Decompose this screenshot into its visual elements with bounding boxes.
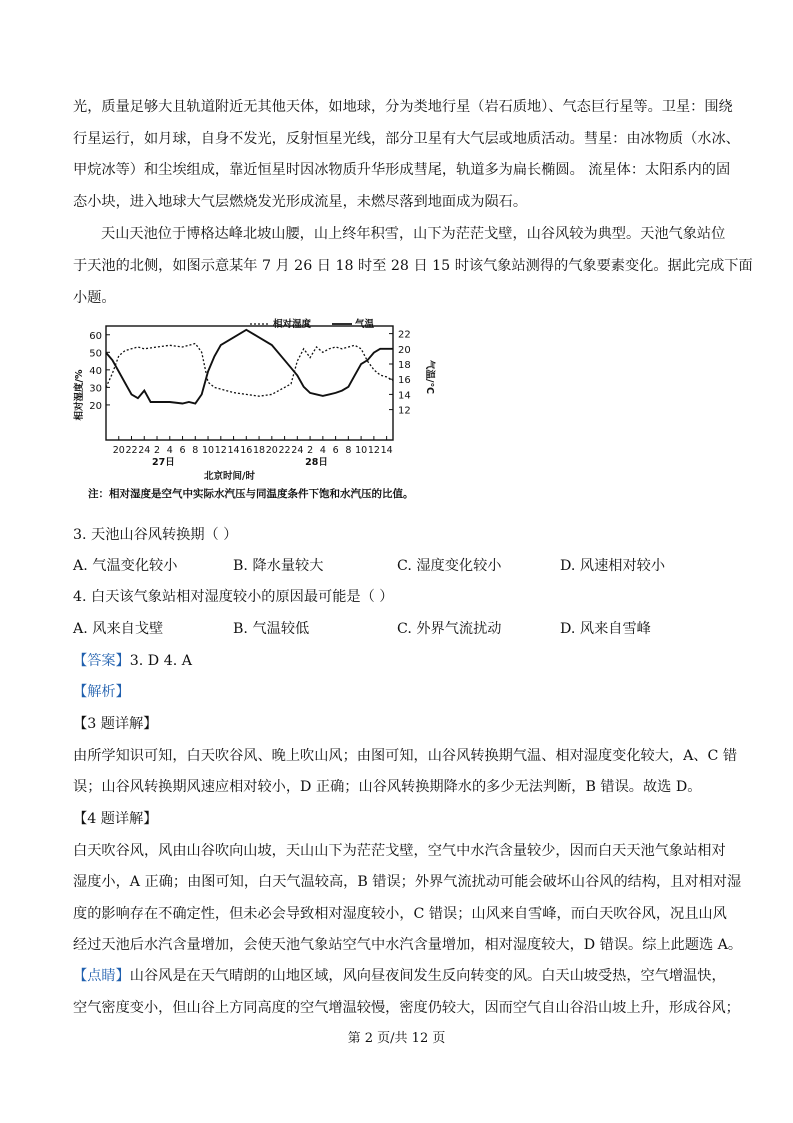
q3-heading: 【3 题详解】	[73, 716, 158, 732]
right-tick-label: 14	[398, 390, 411, 402]
right-tick-label: 22	[398, 329, 411, 341]
left-tick-label: 40	[89, 365, 102, 377]
x-tick-label: 2	[153, 445, 161, 456]
right-tick-label: 16	[398, 375, 411, 387]
x-tick-label: 20	[265, 445, 278, 456]
x-tick-label: 22	[125, 445, 138, 456]
right-tick-label: 12	[398, 405, 411, 417]
legend-humidity-label: 相对湿度	[273, 319, 312, 330]
q3-option-c[interactable]: C. 湿度变化较小	[397, 558, 502, 574]
x-tick-label: 4	[319, 445, 326, 456]
weather-chart	[70, 318, 470, 508]
q4-option-d[interactable]: D. 风来自雪峰	[560, 621, 651, 637]
q4-option-c[interactable]: C. 外界气流扰动	[397, 621, 502, 637]
x-tick-label: 20	[112, 445, 125, 456]
question-3-stem: 3. 天池山谷风转换期（ ）	[73, 527, 238, 543]
q4-line-1: 白天吹谷风，风由山谷吹向山坡，天山山下为茫茫戈壁，空气中水汽含量较少，因而白天天池气象站相对	[73, 843, 726, 859]
q3-option-a[interactable]: A. 气温变化较小	[73, 558, 178, 574]
q3-line-1: 由所学知识可知，白天吹谷风、晚上吹山风；由图可知，山谷风转换期气温、相对湿度变化较大，A、C 错	[73, 748, 738, 764]
x-tick-label: 10	[201, 445, 215, 456]
left-tick-label: 50	[89, 348, 102, 360]
right-tick-label: 20	[398, 344, 411, 356]
comment-line-1: 山谷风是在天气晴朗的山地区域，风向昼夜间发生反向转变的风。白天山坡受热，空气增温快，	[129, 968, 726, 984]
q3-option-b[interactable]: B. 降水量较大	[233, 558, 324, 574]
q4-option-b[interactable]: B. 气温较低	[233, 621, 310, 637]
left-tick-label: 60	[89, 330, 102, 342]
x-tick-label: 24	[291, 445, 304, 456]
x-day-label: 27日	[152, 457, 175, 468]
comment-row	[73, 965, 726, 985]
x-tick-label: 8	[345, 445, 352, 456]
x-axis-title: 北京时间/时	[204, 471, 255, 482]
x-tick-label: 18	[253, 445, 266, 456]
x-tick-label: 10	[355, 445, 368, 456]
x-tick-label: 12	[214, 445, 227, 456]
x-tick-label: 2	[307, 445, 314, 456]
intro-line-4: 态小块，进入地球大气层燃烧发光形成流星，未燃尽落到地面成为陨石。	[73, 194, 528, 210]
q4-line-3: 度的影响存在不确定性，但未必会导致相对湿度较小，C 错误；山风来自雪峰，而白天吹谷风，况且山风	[73, 906, 727, 922]
temperature-series-line	[106, 330, 393, 404]
x-tick-label: 8	[192, 445, 199, 456]
x-tick-label: 4	[166, 445, 173, 456]
intro-line-3: 甲烷冰等）和尘埃组成，靠近恒星时因冰物质升华形成彗尾，轨道多为扁长椭圆。 流星体：太阳系内的固	[73, 162, 731, 178]
legend-temperature-label: 气温	[355, 319, 375, 330]
q4-line-4: 经过天池后水汽含量增加，会使天池气象站空气中水汽含量增加，相对湿度较大，D 错误。综上此题选 A。	[73, 937, 743, 953]
left-axis-title: 相对湿度/%	[74, 369, 85, 421]
x-tick-label: 14	[380, 445, 393, 456]
x-tick-label: 14	[227, 445, 240, 456]
left-tick-label: 20	[89, 400, 102, 412]
analysis-label: 【解析】	[73, 684, 130, 700]
comment-label: 【点睛】	[73, 968, 130, 984]
q3-line-2: 误；山谷风转换期风速应相对较小，D 正确；山谷风转换期降水的多少无法判断，B 错误。故选 D。	[73, 779, 702, 795]
answer-row	[73, 650, 192, 670]
x-tick-label: 16	[240, 445, 253, 456]
left-tick-label: 30	[89, 383, 102, 395]
question-4-stem: 4. 白天该气象站相对湿度较小的原因最可能是（ ）	[73, 589, 394, 605]
x-tick-label: 6	[179, 445, 186, 456]
page-footer: 第 2 页/共 12 页	[347, 1031, 446, 1046]
intro-line-1: 光，质量足够大且轨道附近无其他天体，如地球，分为类地行星（岩石质地）、气态巨行星等。卫星：围绕	[73, 99, 733, 115]
passage-line-1: 天山天池位于博格达峰北坡山腰，山上终年积雪，山下为茫茫戈壁，山谷风较为典型。天池气象站位	[101, 226, 726, 242]
humidity-series-line	[106, 344, 393, 397]
x-day-label: 28日	[305, 457, 328, 468]
q4-option-a[interactable]: A. 风来自戈壁	[73, 621, 164, 637]
x-tick-label: 6	[332, 445, 339, 456]
q4-line-2: 湿度小，A 正确；由图可知，白天气温较高，B 错误；外界气流扰动可能会破坏山谷风的结构，且对相对湿	[73, 874, 742, 890]
answer-label: 【答案】	[73, 653, 130, 669]
intro-line-2: 行星运行，如月球，自身不发光，反射恒星光线，部分卫星有大气层或地质活动。彗星：由冰物质（水冰、	[73, 131, 740, 147]
right-tick-label: 18	[398, 360, 411, 371]
q3-option-d[interactable]: D. 风速相对较小	[560, 558, 666, 574]
x-tick-label: 12	[367, 445, 380, 456]
chart-note: 注：相对湿度是空气中实际水汽压与同温度条件下饱和水汽压的比值。	[88, 488, 414, 500]
passage-line-2: 于天池的北侧，如图示意某年 7 月 26 日 18 时至 28 日 15 时该气象站测得的气象要素变化。据此完成下面	[73, 258, 753, 274]
answer-text: 3. D 4. A	[129, 653, 192, 669]
x-tick-label: 24	[138, 445, 151, 456]
right-axis-title: 气温/℃	[424, 360, 435, 394]
q4-heading: 【4 题详解】	[73, 811, 158, 827]
passage-line-3: 小题。	[73, 290, 116, 306]
comment-line-2: 空气密度变小，但山谷上方同高度的空气增温较慢，密度仍较大，因而空气自山谷沿山坡上升，形成谷风；	[73, 1000, 740, 1016]
x-tick-label: 22	[278, 445, 291, 456]
